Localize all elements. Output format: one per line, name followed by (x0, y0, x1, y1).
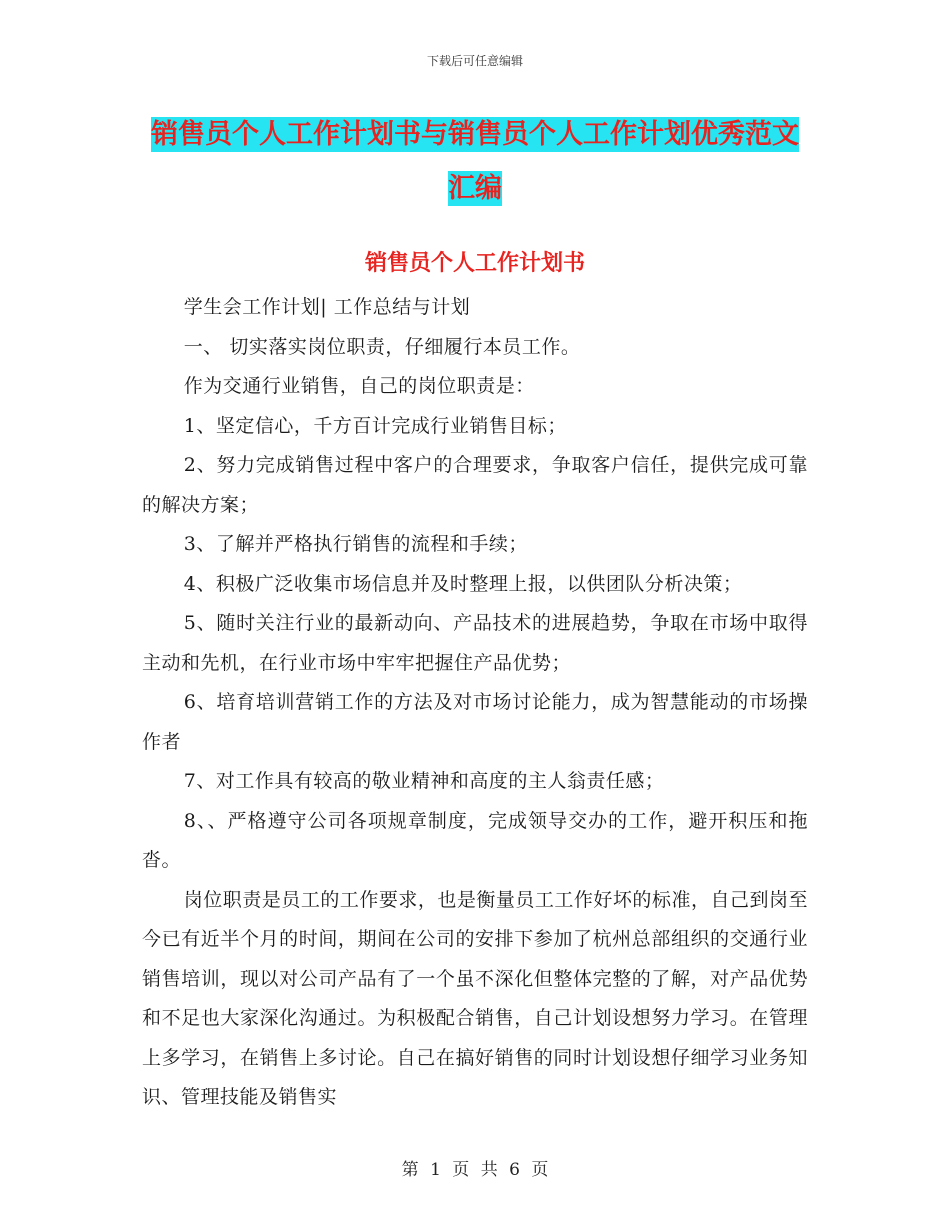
section-title: 销售员个人工作计划书 (364, 251, 585, 276)
paragraph-7: 4、积极广泛收集市场信息并及时整理上报，以供团队分析决策； (183, 572, 743, 595)
paragraph-11: 8、、严格遵守公司各项规章制度，完成领导交办的工作，避开积压和拖沓。 (142, 809, 808, 871)
paragraph-10: 7、对工作具有较高的敬业精神和高度的主人翁责任感； (183, 770, 665, 792)
page-footer: 第 1 页 共 6 页 (401, 1160, 549, 1180)
paragraph-6: 3、了解并严格执行销售的流程和手续； (183, 533, 528, 555)
header-note: 下载后可任意编辑 (426, 54, 523, 68)
document-title-text: 销售员个人工作计划书与销售员个人工作计划优秀范文汇编 (151, 119, 799, 204)
paragraph-1: 学生会工作计划| 工作总结与计划 (183, 296, 471, 318)
paragraph-9: 6、培育培训营销工作的方法及对市场讨论能力，成为智慧能动的市场操作者 (142, 691, 808, 753)
paragraph-5: 2、努力完成销售过程中客户的合理要求，争取客户信任，提供完成可靠的解决方案； (142, 454, 808, 516)
document-title (140, 108, 810, 216)
paragraph-8: 5、随时关注行业的最新动向、产品技术的进展趋势，争取在市场中取得主动和先机，在行业市场中牢牢把握住产品优势； (142, 612, 808, 674)
paragraph-2: 一、 切实落实岗位职责，仔细履行本员工作。 (183, 335, 581, 358)
paragraph-12: 岗位职责是员工的工作要求，也是衡量员工工作好坏的标准，自己到岗至今已有近半个月的时间，期间在公司的安排下参加了杭州总部组织的交通行业销售培训，现以对公司产品有了一个虽不深化但整体完整的了解，对产品优势和不足也大家深化沟通过。为积极配合销售，自己计划设想努力学习。在管理上多学习，在销售上多讨论。自己在搞好销售的同时计划设想仔细学习业务知识、管理技能及销售实 (142, 888, 808, 1108)
paragraph-4: 1、坚定信心，千方百计完成行业销售目标； (183, 414, 567, 437)
document-body (142, 288, 808, 1118)
paragraph-3: 作为交通行业销售，自己的岗位职责是： (183, 375, 535, 397)
